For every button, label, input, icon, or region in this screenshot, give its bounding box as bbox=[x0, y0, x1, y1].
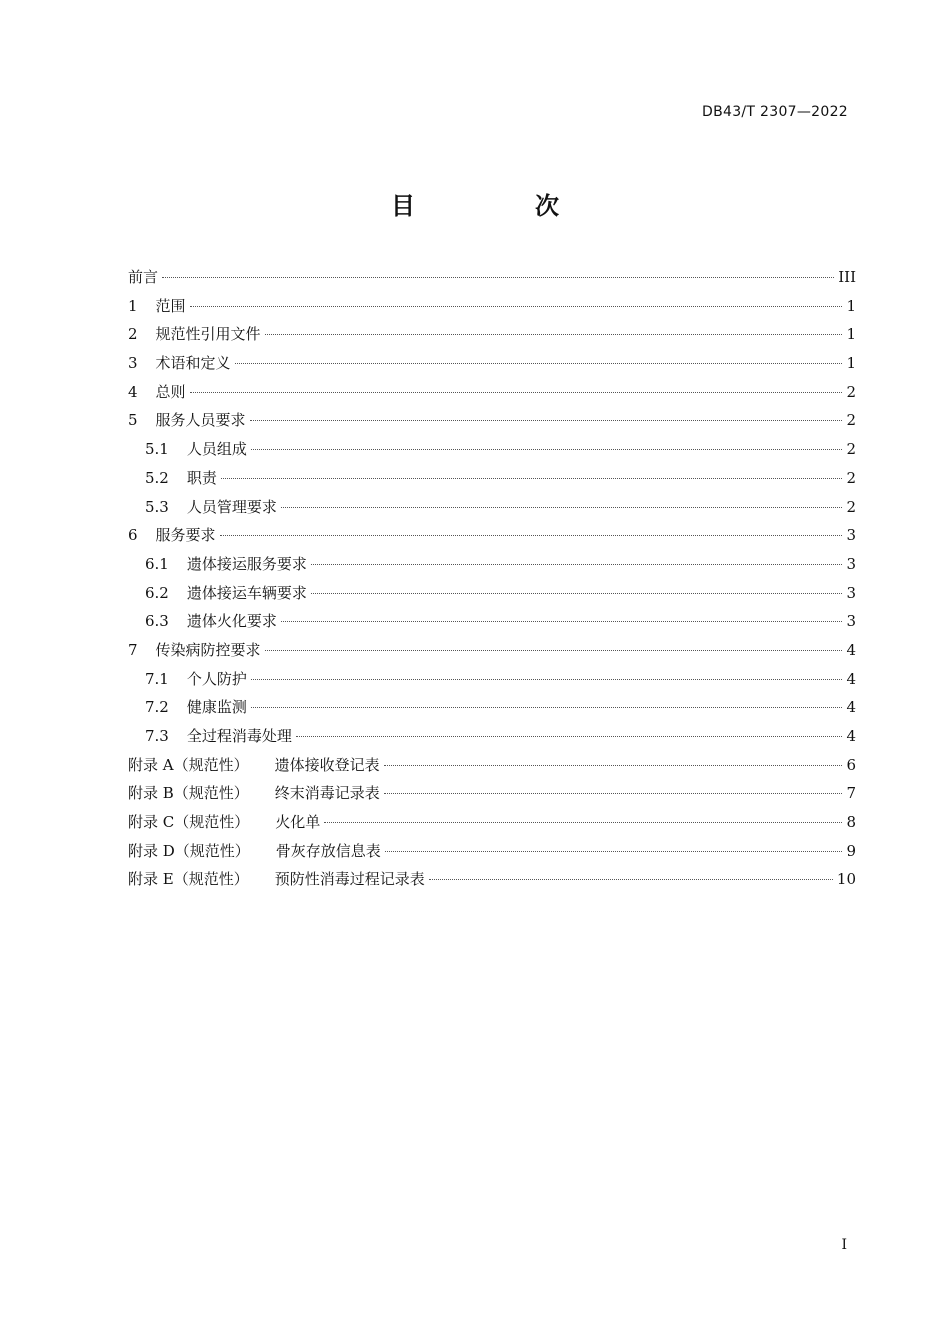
toc-entry-label: 规范性引用文件 bbox=[155, 325, 261, 344]
toc-entry[interactable] bbox=[128, 610, 856, 639]
toc-entry-page: 2 bbox=[846, 411, 856, 430]
toc-dot-leader bbox=[235, 363, 842, 364]
toc-entry-label: 健康监测 bbox=[186, 698, 247, 717]
toc-entry-page: 3 bbox=[846, 583, 856, 602]
toc-entry-number: 附录 E（规范性） bbox=[128, 870, 249, 889]
toc-dot-leader bbox=[281, 621, 842, 622]
toc-entry-page: 4 bbox=[846, 698, 856, 717]
toc-entry-number: 7 bbox=[128, 640, 138, 659]
toc-entry-page: 3 bbox=[846, 526, 856, 545]
toc-entry-label: 预防性消毒过程记录表 bbox=[274, 870, 425, 889]
toc-dot-leader bbox=[251, 449, 842, 450]
toc-entry-number: 3 bbox=[128, 354, 138, 373]
toc-entry-number: 6.3 bbox=[145, 612, 169, 631]
toc-entry-label: 遗体火化要求 bbox=[186, 612, 277, 631]
toc-dot-leader bbox=[384, 793, 842, 794]
toc-entry-number: 1 bbox=[128, 296, 138, 315]
toc-entry-page: 3 bbox=[846, 554, 856, 573]
toc-dot-leader bbox=[324, 822, 842, 823]
toc-entry-number: 附录 C（规范性） bbox=[128, 813, 250, 832]
toc-entry[interactable] bbox=[128, 524, 856, 553]
toc-entry-page: 6 bbox=[846, 755, 856, 774]
toc-dot-leader bbox=[385, 851, 842, 852]
toc-entry-number: 7.1 bbox=[145, 669, 169, 688]
toc-dot-leader bbox=[281, 507, 842, 508]
toc-entry-label: 火化单 bbox=[275, 813, 321, 832]
toc-dot-leader bbox=[221, 478, 842, 479]
toc-entry-label: 前言 bbox=[128, 268, 159, 286]
toc-entry-label: 职责 bbox=[186, 468, 217, 487]
table-of-contents bbox=[128, 266, 856, 897]
toc-entry-page: 1 bbox=[846, 296, 856, 315]
toc-dot-leader bbox=[190, 392, 842, 393]
toc-entry-label: 传染病防控要求 bbox=[155, 640, 261, 659]
toc-dot-leader bbox=[296, 736, 842, 737]
toc-entry[interactable] bbox=[128, 323, 856, 352]
toc-dot-leader bbox=[251, 707, 842, 708]
toc-entry-number: 4 bbox=[128, 382, 138, 401]
toc-entry-number: 2 bbox=[128, 325, 138, 344]
toc-entry-label: 个人防护 bbox=[186, 669, 247, 688]
toc-dot-leader bbox=[384, 765, 842, 766]
toc-dot-leader bbox=[265, 650, 842, 651]
toc-entry-page: 10 bbox=[836, 870, 856, 889]
toc-entry-label: 遗体接收登记表 bbox=[274, 755, 380, 774]
toc-entry-number: 7.3 bbox=[145, 727, 169, 745]
toc-entry-number: 附录 D（规范性） bbox=[128, 841, 250, 860]
toc-dot-leader bbox=[429, 879, 833, 880]
toc-entry-page: 1 bbox=[846, 354, 856, 373]
toc-entry[interactable] bbox=[128, 868, 856, 897]
toc-entry-number: 5.3 bbox=[145, 497, 169, 516]
toc-entry-page: 7 bbox=[846, 784, 856, 803]
toc-entry-label: 遗体接运服务要求 bbox=[186, 554, 307, 573]
toc-entry-page: 3 bbox=[846, 612, 856, 631]
toc-entry-page: 4 bbox=[846, 640, 856, 659]
toc-entry[interactable] bbox=[128, 782, 856, 811]
toc-entry-label: 遗体接运车辆要求 bbox=[186, 583, 307, 602]
toc-entry-page: 2 bbox=[846, 440, 856, 459]
toc-entry-label: 总则 bbox=[155, 382, 186, 401]
toc-entry-page: 4 bbox=[846, 669, 856, 688]
toc-dot-leader bbox=[265, 334, 842, 335]
toc-entry-page: 2 bbox=[846, 468, 856, 487]
toc-entry-page: 2 bbox=[846, 382, 856, 401]
toc-entry-label: 人员组成 bbox=[186, 440, 247, 459]
toc-entry-label: 术语和定义 bbox=[155, 354, 231, 373]
toc-entry[interactable] bbox=[128, 553, 856, 582]
toc-entry-page: 8 bbox=[846, 813, 856, 832]
toc-dot-leader bbox=[250, 420, 842, 421]
toc-entry[interactable] bbox=[128, 295, 856, 324]
toc-dot-leader bbox=[311, 593, 842, 594]
toc-entry-label: 服务人员要求 bbox=[155, 411, 246, 430]
toc-entry[interactable] bbox=[128, 438, 856, 467]
toc-entry[interactable] bbox=[128, 811, 856, 840]
page-number: I bbox=[841, 1237, 847, 1253]
toc-entry-number: 5.2 bbox=[145, 468, 169, 487]
toc-entry-page: 1 bbox=[846, 325, 856, 344]
document-code: DB43/T 2307—2022 bbox=[702, 104, 848, 120]
toc-entry-number: 7.2 bbox=[145, 698, 169, 717]
toc-entry[interactable] bbox=[128, 266, 856, 295]
toc-entry-number: 附录 A（规范性） bbox=[128, 755, 249, 774]
toc-dot-leader bbox=[190, 306, 842, 307]
toc-entry[interactable] bbox=[128, 696, 856, 725]
toc-entry[interactable] bbox=[128, 409, 856, 438]
toc-entry-number: 5.1 bbox=[145, 440, 169, 459]
toc-entry-label: 服务要求 bbox=[155, 526, 216, 545]
toc-entry-number: 6 bbox=[128, 526, 138, 545]
toc-entry[interactable] bbox=[128, 840, 856, 869]
toc-entry[interactable] bbox=[128, 668, 856, 697]
toc-entry[interactable] bbox=[128, 754, 856, 783]
toc-entry[interactable] bbox=[128, 496, 856, 525]
toc-entry-number: 附录 B（规范性） bbox=[128, 784, 249, 803]
toc-dot-leader bbox=[162, 277, 834, 278]
toc-entry[interactable] bbox=[128, 352, 856, 381]
toc-entry[interactable] bbox=[128, 639, 856, 668]
toc-entry-page: 4 bbox=[846, 727, 856, 745]
toc-entry-number: 6.2 bbox=[145, 583, 169, 602]
toc-dot-leader bbox=[220, 535, 842, 536]
toc-entry-number: 5 bbox=[128, 411, 138, 430]
toc-entry-label: 全过程消毒处理 bbox=[186, 727, 292, 745]
toc-entry-label: 终末消毒记录表 bbox=[274, 784, 380, 803]
toc-entry-page: 9 bbox=[846, 841, 856, 860]
toc-title: 目 次 bbox=[391, 192, 607, 220]
toc-entry[interactable] bbox=[128, 381, 856, 410]
toc-entry-label: 人员管理要求 bbox=[186, 497, 277, 516]
toc-entry-label: 骨灰存放信息表 bbox=[275, 841, 381, 860]
toc-entry[interactable] bbox=[128, 725, 856, 754]
toc-entry-page: 2 bbox=[846, 497, 856, 516]
toc-entry[interactable] bbox=[128, 467, 856, 496]
toc-entry-number: 6.1 bbox=[145, 554, 169, 573]
toc-dot-leader bbox=[311, 564, 842, 565]
toc-entry[interactable] bbox=[128, 582, 856, 611]
toc-dot-leader bbox=[251, 679, 842, 680]
toc-entry-page: III bbox=[838, 268, 856, 286]
toc-entry-label: 范围 bbox=[155, 296, 186, 315]
